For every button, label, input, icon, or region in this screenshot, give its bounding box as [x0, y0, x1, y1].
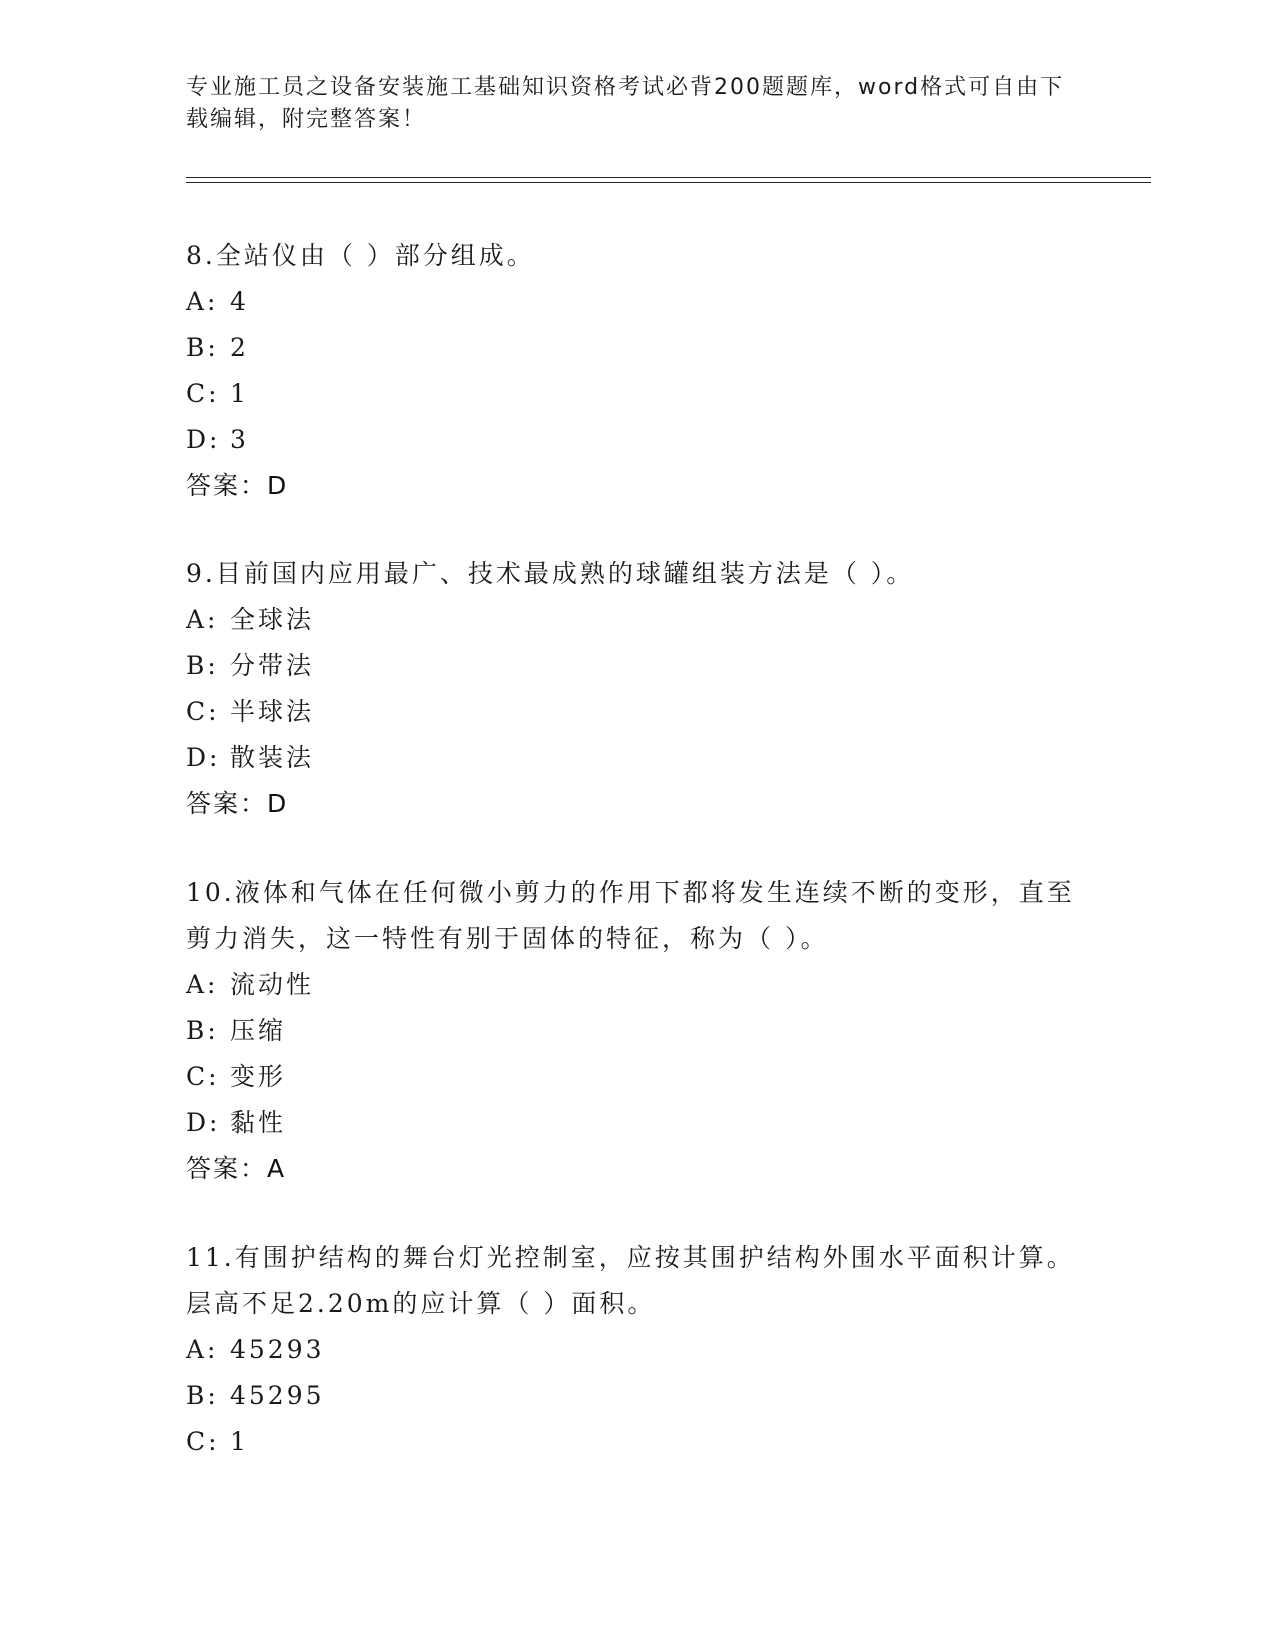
- question-8: [186, 233, 1086, 509]
- document-header: 专业施工员之设备安装施工基础知识资格考试必背200题题库，word格式可自由下载编辑，附完整答案！: [186, 75, 1065, 132]
- option-b: B: 压缩: [186, 1016, 287, 1045]
- option-c: C: 半球法: [186, 697, 315, 726]
- option-d: D: 3: [186, 425, 249, 454]
- option-c: C: 1: [186, 379, 249, 408]
- option-a: A: 4: [186, 287, 249, 316]
- option-b: B: 45295: [186, 1381, 325, 1410]
- option-b: B: 2: [186, 333, 249, 362]
- answer-label: 答案：D: [186, 471, 289, 500]
- answer-label: 答案：A: [186, 1154, 287, 1183]
- option-a: A: 全球法: [186, 605, 315, 634]
- question-11: [186, 1235, 1086, 1465]
- option-c: C: 1: [186, 1427, 249, 1456]
- header-divider-top: [186, 177, 1151, 178]
- question-text: 9.目前国内应用最广、技术最成熟的球罐组装方法是（ ）。: [186, 559, 915, 588]
- option-c: C: 变形: [186, 1062, 287, 1091]
- option-d: D: 散装法: [186, 743, 315, 772]
- header-divider-bottom: [186, 182, 1151, 183]
- option-a: A: 流动性: [186, 970, 315, 999]
- question-text: 8.全站仪由（ ）部分组成。: [186, 241, 535, 270]
- option-d: D: 黏性: [186, 1108, 287, 1137]
- option-a: A: 45293: [186, 1335, 325, 1364]
- answer-label: 答案：D: [186, 789, 289, 818]
- question-text: 11.有围护结构的舞台灯光控制室，应按其围护结构外围水平面积计算。层高不足2.20m的应计算（ ）面积。: [186, 1243, 1075, 1318]
- question-text: 10.液体和气体在任何微小剪力的作用下都将发生连续不断的变形，直至剪力消失，这一特性有别于固体的特征，称为（ ）。: [186, 878, 1075, 953]
- question-9: [186, 551, 1086, 827]
- option-b: B: 分带法: [186, 651, 315, 680]
- question-10: [186, 870, 1086, 1192]
